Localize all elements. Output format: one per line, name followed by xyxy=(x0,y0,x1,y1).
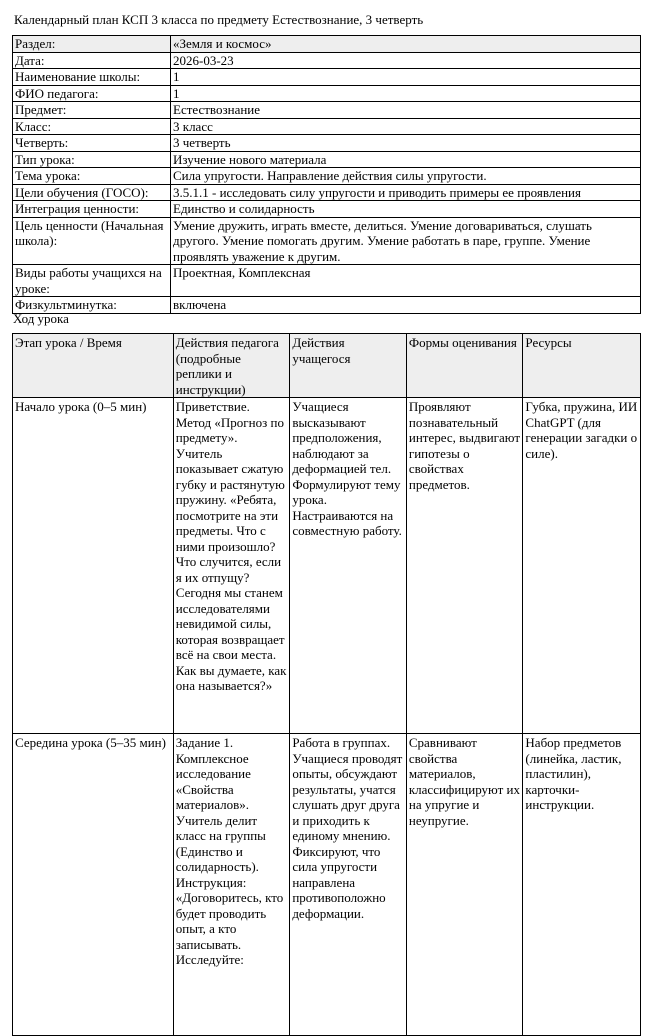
info-value: Естествознание xyxy=(171,102,641,119)
info-row xyxy=(13,151,641,168)
info-value: Изучение нового материала xyxy=(171,151,641,168)
info-row xyxy=(13,85,641,102)
info-value: 1 xyxy=(171,69,641,86)
info-value: Проектная, Комплексная xyxy=(171,265,641,297)
info-label: Наименование школы: xyxy=(13,69,171,86)
info-value: Сила упругости. Направление действия силы упругости. xyxy=(171,168,641,185)
header-assessment: Формы оценивания xyxy=(406,334,523,398)
info-row xyxy=(13,297,641,314)
info-row xyxy=(13,201,641,218)
info-label: Раздел: xyxy=(13,36,171,53)
info-label: Цели обучения (ГОСО): xyxy=(13,184,171,201)
lesson-plan-table xyxy=(12,333,641,1036)
section-label-lesson-flow: Ход урока xyxy=(13,311,69,326)
info-row xyxy=(13,69,641,86)
info-label: Тип урока: xyxy=(13,151,171,168)
resources-cell: Губка, пружина, ИИ ChatGPT (для генерации загадки о силе). xyxy=(523,398,641,734)
student-actions-cell: Работа в группах. Учащиеся проводят опыты, обсуждают результаты, учатся слушать друг друга и приходить к единому мнению. Фиксируют, что сила упругости направлена противоположно деформации. xyxy=(290,734,407,1036)
info-row xyxy=(13,168,641,185)
lesson-info-table xyxy=(12,35,641,314)
info-label: Предмет: xyxy=(13,102,171,119)
info-value: 2026-03-23 xyxy=(171,52,641,69)
info-row xyxy=(13,184,641,201)
info-value: «Земля и космос» xyxy=(171,36,641,53)
info-value: Единство и солидарность xyxy=(171,201,641,218)
info-label: Цель ценности (Начальная школа): xyxy=(13,217,171,265)
header-stage: Этап урока / Время xyxy=(13,334,174,398)
info-value: 3 четверть xyxy=(171,135,641,152)
header-teacher-actions: Действия педагога (подробные реплики и инструкции) xyxy=(173,334,290,398)
info-label: Четверть: xyxy=(13,135,171,152)
info-value: Умение дружить, играть вместе, делиться. Умение договариваться, слушать другого. Умение помогать другим. Умение работать в паре, группе. Умение проявлять уважение к другим. xyxy=(171,217,641,265)
info-label: ФИО педагога: xyxy=(13,85,171,102)
plan-header-row xyxy=(13,334,641,398)
info-row xyxy=(13,36,641,53)
info-label: Интеграция ценности: xyxy=(13,201,171,218)
info-row xyxy=(13,52,641,69)
teacher-actions-cell: Задание 1. Комплексное исследование «Свойства материалов». Учитель делит класс на группы (Единство и солидарность). Инструкция: «Договоритесь, кто будет проводить опыт, а кто записывать. Исследуйте: xyxy=(173,734,290,1036)
student-actions-cell: Учащиеся высказывают предположения, наблюдают за деформацией тел. Формулируют тему урока. Настраиваются на совместную работу. xyxy=(290,398,407,734)
info-value: 3 класс xyxy=(171,118,641,135)
info-label: Класс: xyxy=(13,118,171,135)
resources-cell: Набор предметов (линейка, ластик, пластилин), карточки-инструкции. xyxy=(523,734,641,1036)
info-value: 3.5.1.1 - исследовать силу упругости и приводить примеры ее проявления xyxy=(171,184,641,201)
assessment-cell: Проявляют познавательный интерес, выдвигают гипотезы о свойствах предметов. xyxy=(406,398,523,734)
plan-row-middle xyxy=(13,734,641,1036)
info-label: Физкультминутка: xyxy=(13,297,171,314)
info-row xyxy=(13,135,641,152)
info-value: включена xyxy=(171,297,641,314)
info-row xyxy=(13,265,641,297)
info-label: Тема урока: xyxy=(13,168,171,185)
info-value: 1 xyxy=(171,85,641,102)
stage-cell: Середина урока (5–35 мин) xyxy=(13,734,174,1036)
assessment-cell: Сравнивают свойства материалов, классифицируют их на упругие и неупругие. xyxy=(406,734,523,1036)
header-student-actions: Действия учащегося xyxy=(290,334,407,398)
document-title: Календарный план КСП 3 класса по предмету Естествознание, 3 четверть xyxy=(14,12,424,27)
info-row xyxy=(13,102,641,119)
teacher-actions-cell: Приветствие. Метод «Прогноз по предмету». Учитель показывает сжатую губку и растянутую пружину. «Ребята, посмотрите на эти предметы. Что с ними произошло? Что случится, если я их отпущу? Сегодня мы станем исследователями невидимой силы, которая возвращает всё на свои места. Как вы думаете, как она называется?» xyxy=(173,398,290,734)
info-label: Виды работы учащихся на уроке: xyxy=(13,265,171,297)
header-resources: Ресурсы xyxy=(523,334,641,398)
info-row xyxy=(13,118,641,135)
info-label: Дата: xyxy=(13,52,171,69)
info-row xyxy=(13,217,641,265)
plan-row-start xyxy=(13,398,641,734)
stage-cell: Начало урока (0–5 мин) xyxy=(13,398,174,734)
